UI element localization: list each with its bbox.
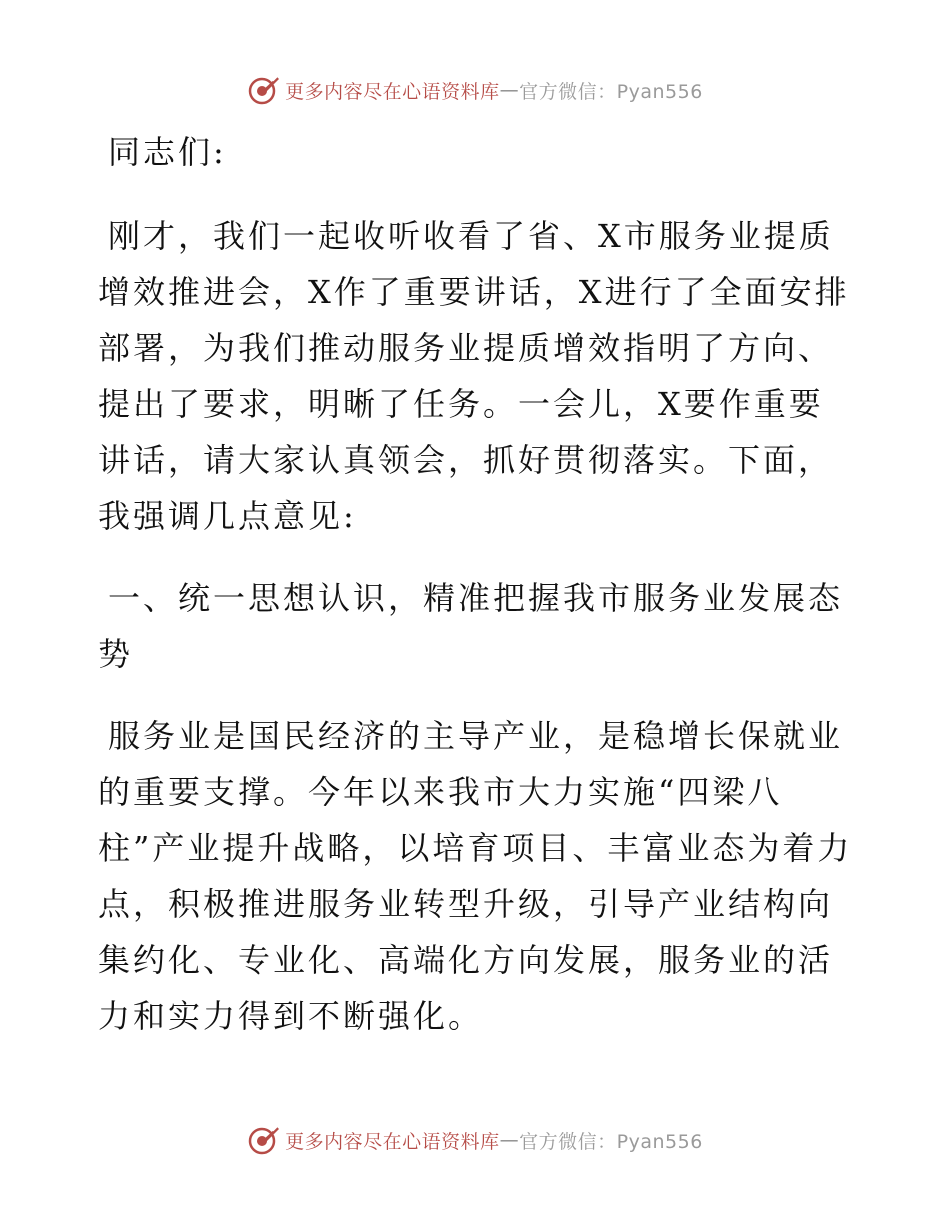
watermark-separator: — — [499, 79, 520, 101]
footer-watermark — [0, 1120, 950, 1160]
section-heading: 一、统一思想认识，精准把握我市服务业发展态势 — [98, 579, 844, 673]
document-body — [98, 120, 858, 1044]
watermark-text: 更多内容尽在心语资料库 — [285, 80, 500, 103]
paragraph-intro: 刚才，我们一起收听收看了省、X市服务业提质增效推进会，X作了重要讲话，X进行了全面安排部署，为我们推动服务业提质增效指明了方向、提出了要求，明晰了任务。一会儿，X要作重要讲话，请大家认真领会，抓好贯彻落实。下面，我强调几点意见: — [98, 217, 850, 535]
watermark-contact: 官方微信：Pyan556 — [519, 80, 703, 103]
header-watermark — [0, 70, 950, 110]
quill-logo-icon — [247, 73, 281, 107]
quill-logo-icon — [247, 1123, 281, 1157]
watermark-text: 更多内容尽在心语资料库 — [285, 1130, 500, 1153]
paragraph-service-industry: 服务业是国民经济的主导产业，是稳增长保就业的重要支撑。今年以来我市大力实施“四梁八柱”产业提升战略，以培育项目、丰富业态为着力点，积极推进服务业转型升级，引导产业结构向集约化、专业化、高端化方向发展，服务业的活力和实力得到不断强化。 — [98, 717, 853, 1035]
watermark-contact: 官方微信：Pyan556 — [519, 1130, 703, 1153]
watermark-separator: — — [499, 1129, 520, 1151]
salutation: 同志们: — [108, 133, 227, 171]
